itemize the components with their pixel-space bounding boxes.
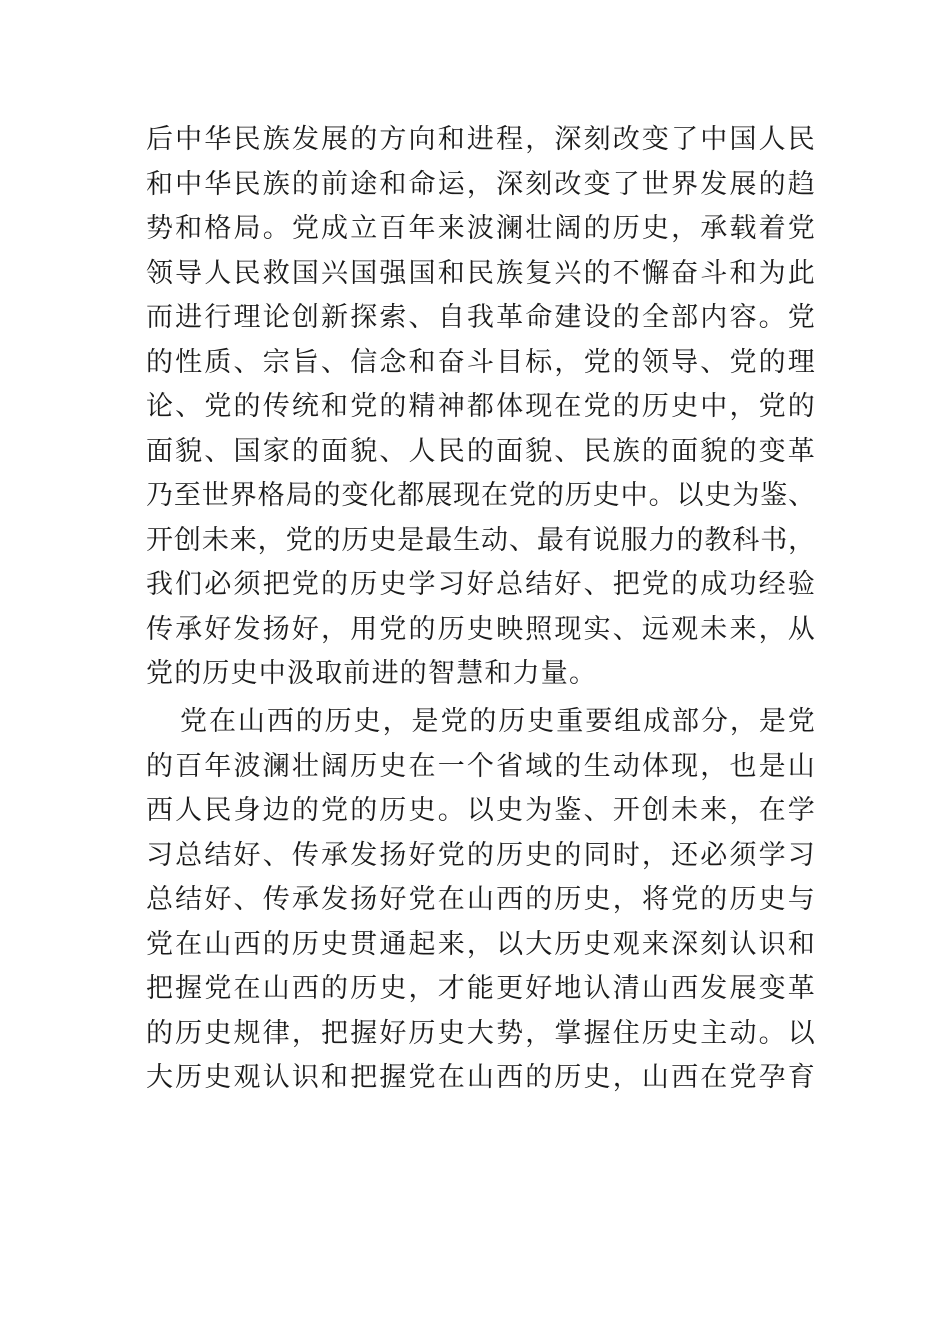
paragraph-line: 面貌、国家的面貌、人民的面貌、民族的面貌的变革: [146, 435, 816, 467]
paragraph-line: 的百年波澜壮阔历史在一个省域的生动体现，也是山: [146, 750, 816, 782]
paragraph-line: 和中华民族的前途和命运，深刻改变了世界发展的趋: [146, 168, 816, 200]
paragraph-line: 传承好发扬好，用党的历史映照现实、远观未来，从: [146, 613, 816, 645]
paragraph-line: 总结好、传承发扬好党在山西的历史，将党的历史与: [146, 884, 816, 915]
paragraph-line: 大历史观认识和把握党在山西的历史，山西在党孕育: [146, 1062, 816, 1093]
paragraph-line: 开创未来，党的历史是最生动、最有说服力的教科书，: [146, 524, 816, 556]
paragraph-line: 的历史规律，把握好历史大势，掌握住历史主动。以: [146, 1017, 816, 1049]
paragraph-line: 西人民身边的党的历史。以史为鉴、开创未来，在学: [146, 795, 816, 826]
paragraph-line: 的性质、宗旨、信念和奋斗目标，党的领导、党的理: [146, 346, 816, 378]
paragraph-line: 论、党的传统和党的精神都体现在党的历史中，党的: [146, 391, 816, 422]
paragraph-1: [146, 118, 816, 697]
paragraph-2: [146, 700, 816, 1101]
paragraph-line: 把握党在山西的历史，才能更好地认清山西发展变革: [146, 973, 816, 1004]
paragraph-line: 习总结好、传承发扬好党的历史的同时，还必须学习: [146, 839, 816, 871]
paragraph-line: 党在山西的历史，是党的历史重要组成部分，是党: [180, 706, 816, 737]
paragraph-line: 乃至世界格局的变化都展现在党的历史中。以史为鉴、: [146, 480, 816, 511]
paragraph-line: 后中华民族发展的方向和进程，深刻改变了中国人民: [146, 124, 816, 155]
paragraph-line: 领导人民救国兴国强国和民族复兴的不懈奋斗和为此: [146, 257, 816, 289]
paragraph-line: 党在山西的历史贯通起来，以大历史观来深刻认识和: [146, 928, 816, 960]
paragraph-line: 党的历史中汲取前进的智慧和力量。: [146, 658, 598, 689]
paragraph-line: 而进行理论创新探索、自我革命建设的全部内容。党: [146, 302, 816, 333]
paragraph-line: 我们必须把党的历史学习好总结好、把党的成功经验: [146, 569, 816, 600]
paragraph-line: 势和格局。党成立百年来波澜壮阔的历史，承载着党: [146, 213, 816, 244]
